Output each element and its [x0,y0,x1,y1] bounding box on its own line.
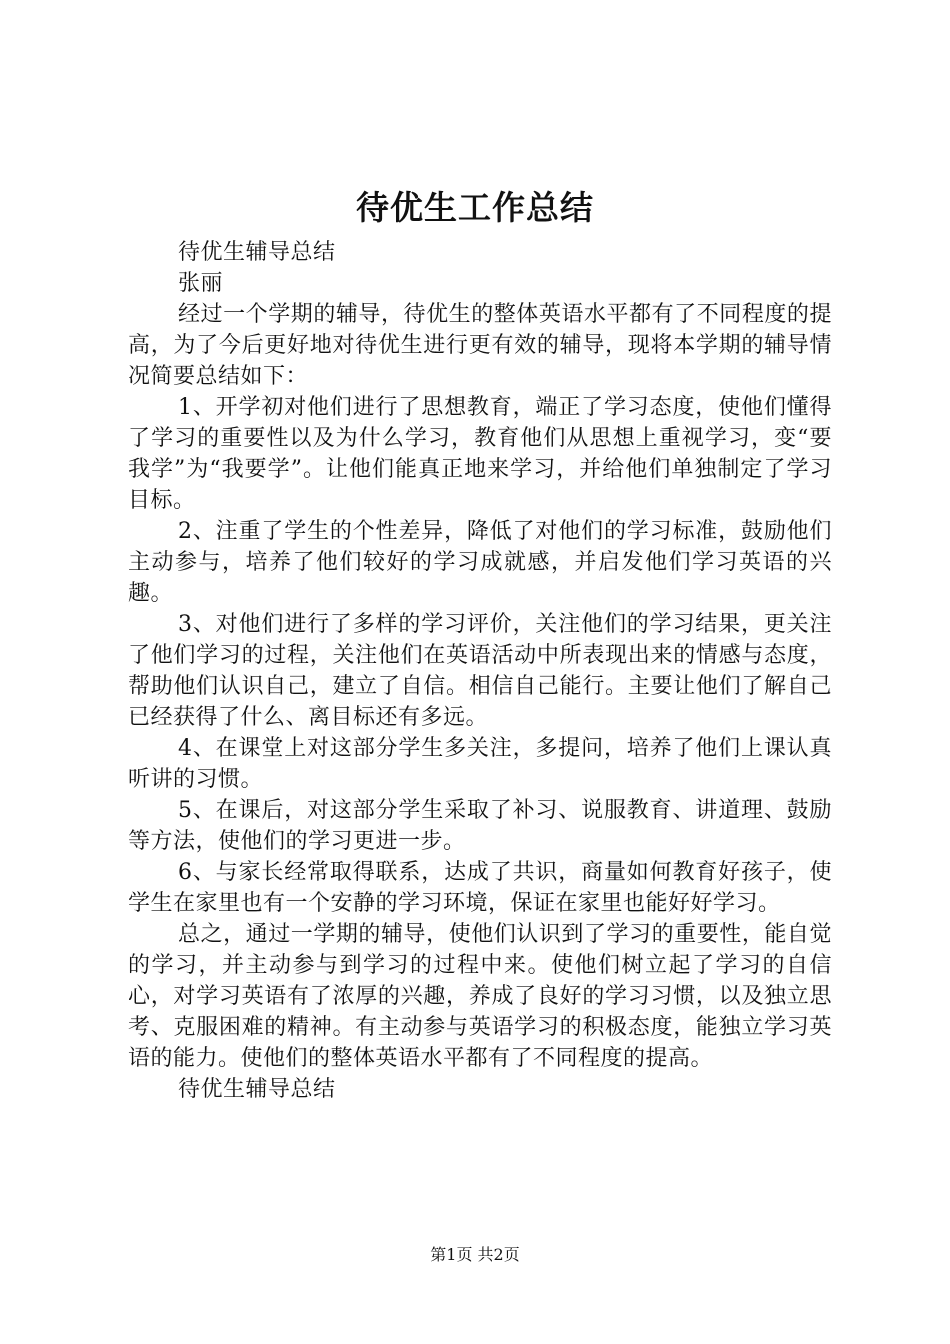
point-2-paragraph: 2、注重了学生的个性差异，降低了对他们的学习标准，鼓励他们主动参与，培养了他们较好的学习成就感，并启发他们学习英语的兴趣。 [128,519,832,606]
page-number-footer: 第1页 共2页 [430,1245,520,1264]
point-4-paragraph: 4、在课堂上对这部分学生多关注，多提问，培养了他们上课认真听讲的习惯。 [128,736,832,792]
point-6-paragraph: 6、与家长经常取得联系，达成了共识，商量如何教育好孩子，使学生在家里也有一个安静的学习环境，保证在家里也能好好学习。 [128,860,832,916]
subtitle-paragraph: 待优生辅导总结 [178,240,336,265]
author-paragraph: 张丽 [178,271,224,296]
point-1-paragraph: 1、开学初对他们进行了思想教育，端正了学习态度，使他们懂得了学习的重要性以及为什么学习，教育他们从思想上重视学习，变“要我学”为“我要学”。让他们能真正地来学习，并给他们单独制定了学习目标。 [128,395,832,513]
document-title: 待优生工作总结 [356,188,594,227]
point-3-paragraph: 3、对他们进行了多样的学习评价，关注他们的学习结果，更关注了他们学习的过程，关注他们在英语活动中所表现出来的情感与态度，帮助他们认识自己，建立了自信。相信自己能行。主要让他们了解自己已经获得了什么、离目标还有多远。 [128,612,832,730]
summary-paragraph: 总之，通过一学期的辅导，使他们认识到了学习的重要性，能自觉的学习，并主动参与到学习的过程中来。使他们树立起了学习的自信心，对学习英语有了浓厚的兴趣，养成了良好的学习习惯，以及独立思考、克服困难的精神。有主动参与英语学习的积极态度，能独立学习英语的能力。使他们的整体英语水平都有了不同程度的提高。 [128,922,832,1071]
document-body [128,237,832,1105]
point-5-paragraph: 5、在课后，对这部分学生采取了补习、说服教育、讲道理、鼓励等方法，使他们的学习更进一步。 [128,798,832,854]
intro-paragraph: 经过一个学期的辅导，待优生的整体英语水平都有了不同程度的提高，为了今后更好地对待优生进行更有效的辅导，现将本学期的辅导情况简要总结如下： [128,302,832,389]
closing-heading-paragraph: 待优生辅导总结 [178,1077,336,1102]
